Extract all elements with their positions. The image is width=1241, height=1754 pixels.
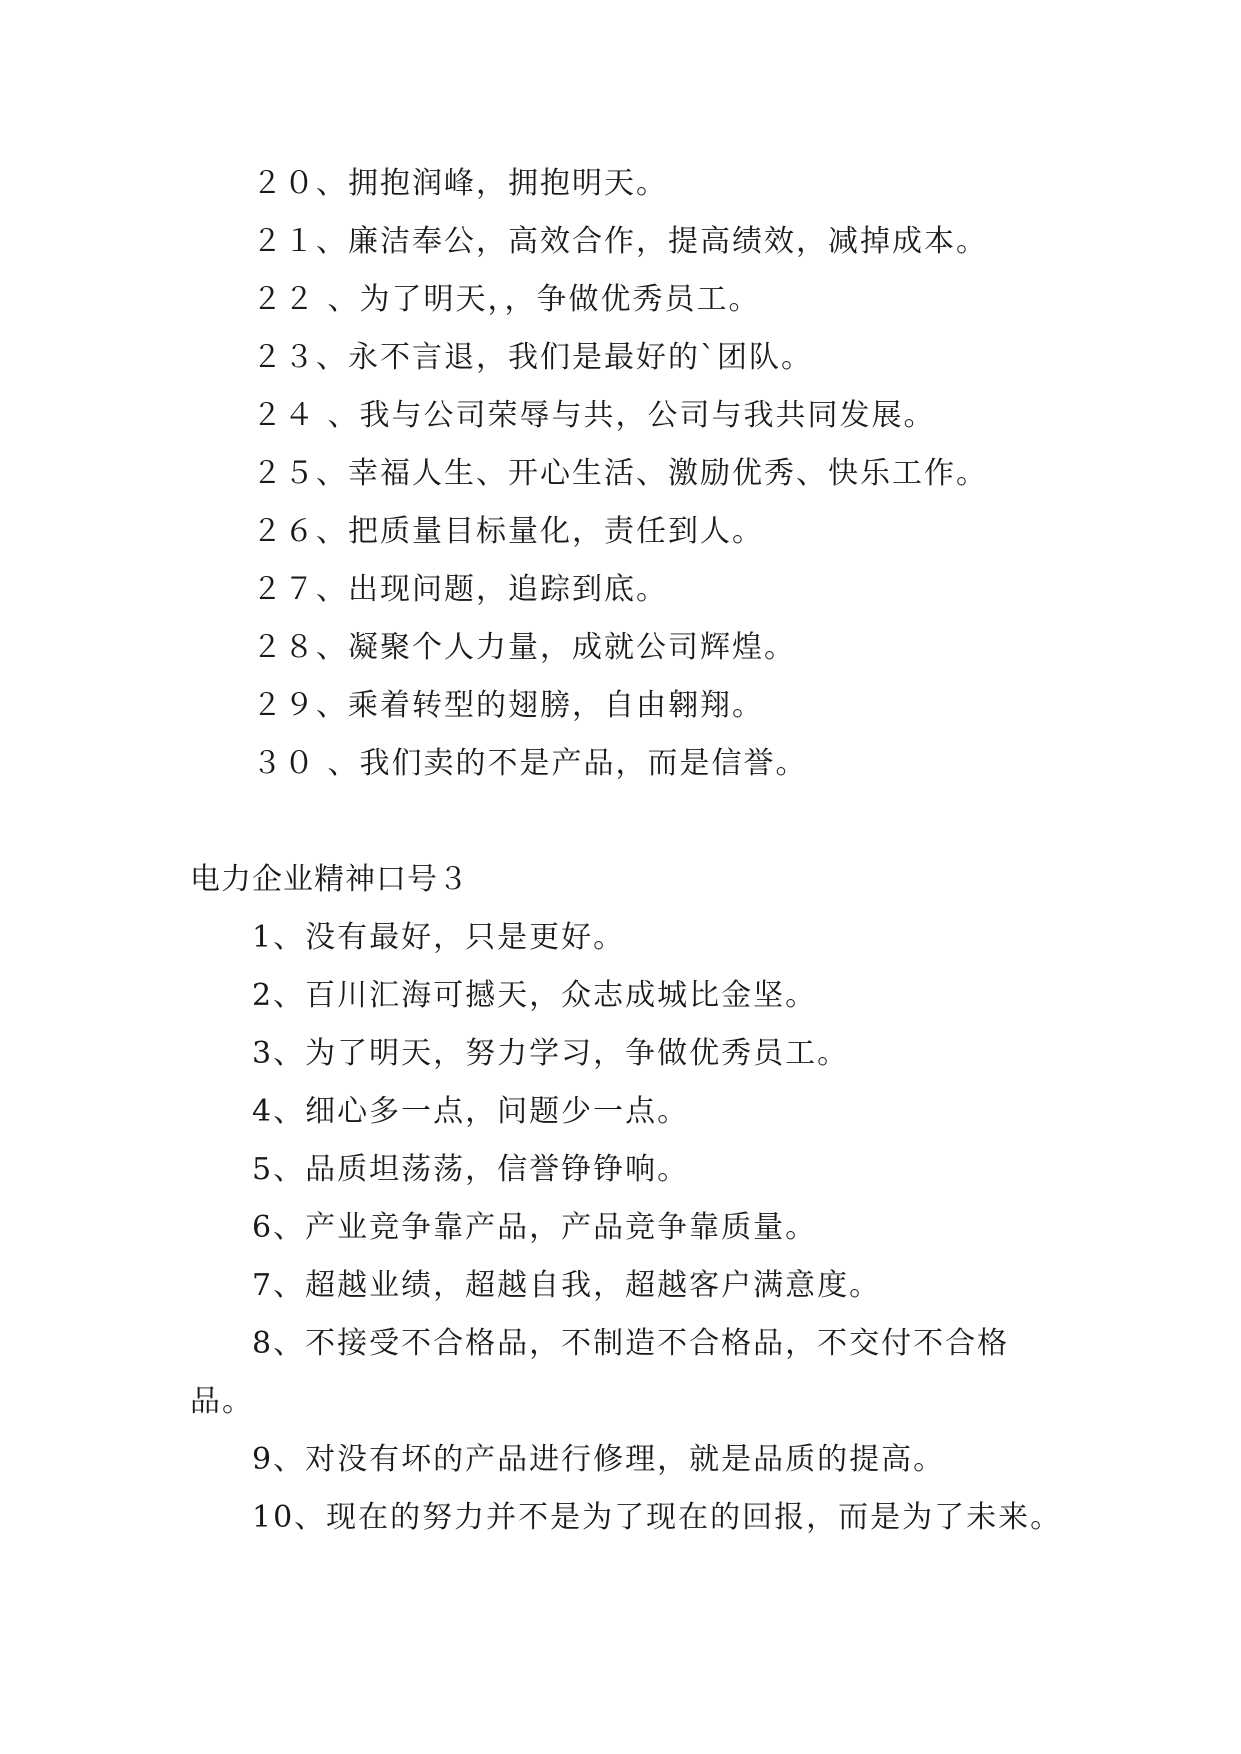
slogan-b-9: 9、对没有坏的产品进行修理，就是品质的提高。: [252, 1442, 946, 1477]
slogan-b-8: 8、不接受不合格品，不制造不合格品，不交付不合格: [252, 1326, 1010, 1361]
slogan-b-1: 1、没有最好，只是更好。: [252, 920, 626, 955]
section-heading: 电力企业精神口号３: [190, 862, 469, 897]
slogan-25: ２５、幸福人生、开心生活、激励优秀、快乐工作。: [252, 456, 988, 491]
slogan-22: ２２ 、为了明天，，争做优秀员工。: [252, 282, 761, 317]
slogan-b-3: 3、为了明天，努力学习，争做优秀员工。: [252, 1036, 850, 1071]
slogan-24: ２４ 、我与公司荣辱与共，公司与我共同发展。: [252, 398, 936, 433]
slogan-b-7: 7、超越业绩，超越自我，超越客户满意度。: [252, 1268, 882, 1303]
slogan-b-8-continued: 品。: [190, 1384, 254, 1419]
slogan-30: ３０ 、我们卖的不是产品，而是信誉。: [252, 746, 808, 781]
slogan-29: ２９、乘着转型的翅膀，自由翱翔。: [252, 688, 764, 723]
slogan-b-6: 6、产业竞争靠产品，产品竞争靠质量。: [252, 1210, 818, 1245]
slogan-28: ２８、凝聚个人力量，成就公司辉煌。: [252, 630, 796, 665]
slogan-b-5: 5、品质坦荡荡，信誉铮铮响。: [252, 1152, 690, 1187]
slogan-20: ２０、拥抱润峰，拥抱明天。: [252, 166, 668, 201]
slogan-27: ２７、出现问题，追踪到底。: [252, 572, 668, 607]
slogan-b-4: 4、细心多一点，问题少一点。: [252, 1094, 690, 1129]
slogan-23: ２３、永不言退，我们是最好的`团队。: [252, 340, 813, 375]
slogan-26: ２６、把质量目标量化，责任到人。: [252, 514, 764, 549]
slogan-b-2: 2、百川汇海可撼天，众志成城比金坚。: [252, 978, 818, 1013]
slogan-b-10: 10、现在的努力并不是为了现在的回报，而是为了未来。: [252, 1500, 1063, 1535]
slogan-21: ２１、廉洁奉公，高效合作，提高绩效，减掉成本。: [252, 224, 988, 259]
